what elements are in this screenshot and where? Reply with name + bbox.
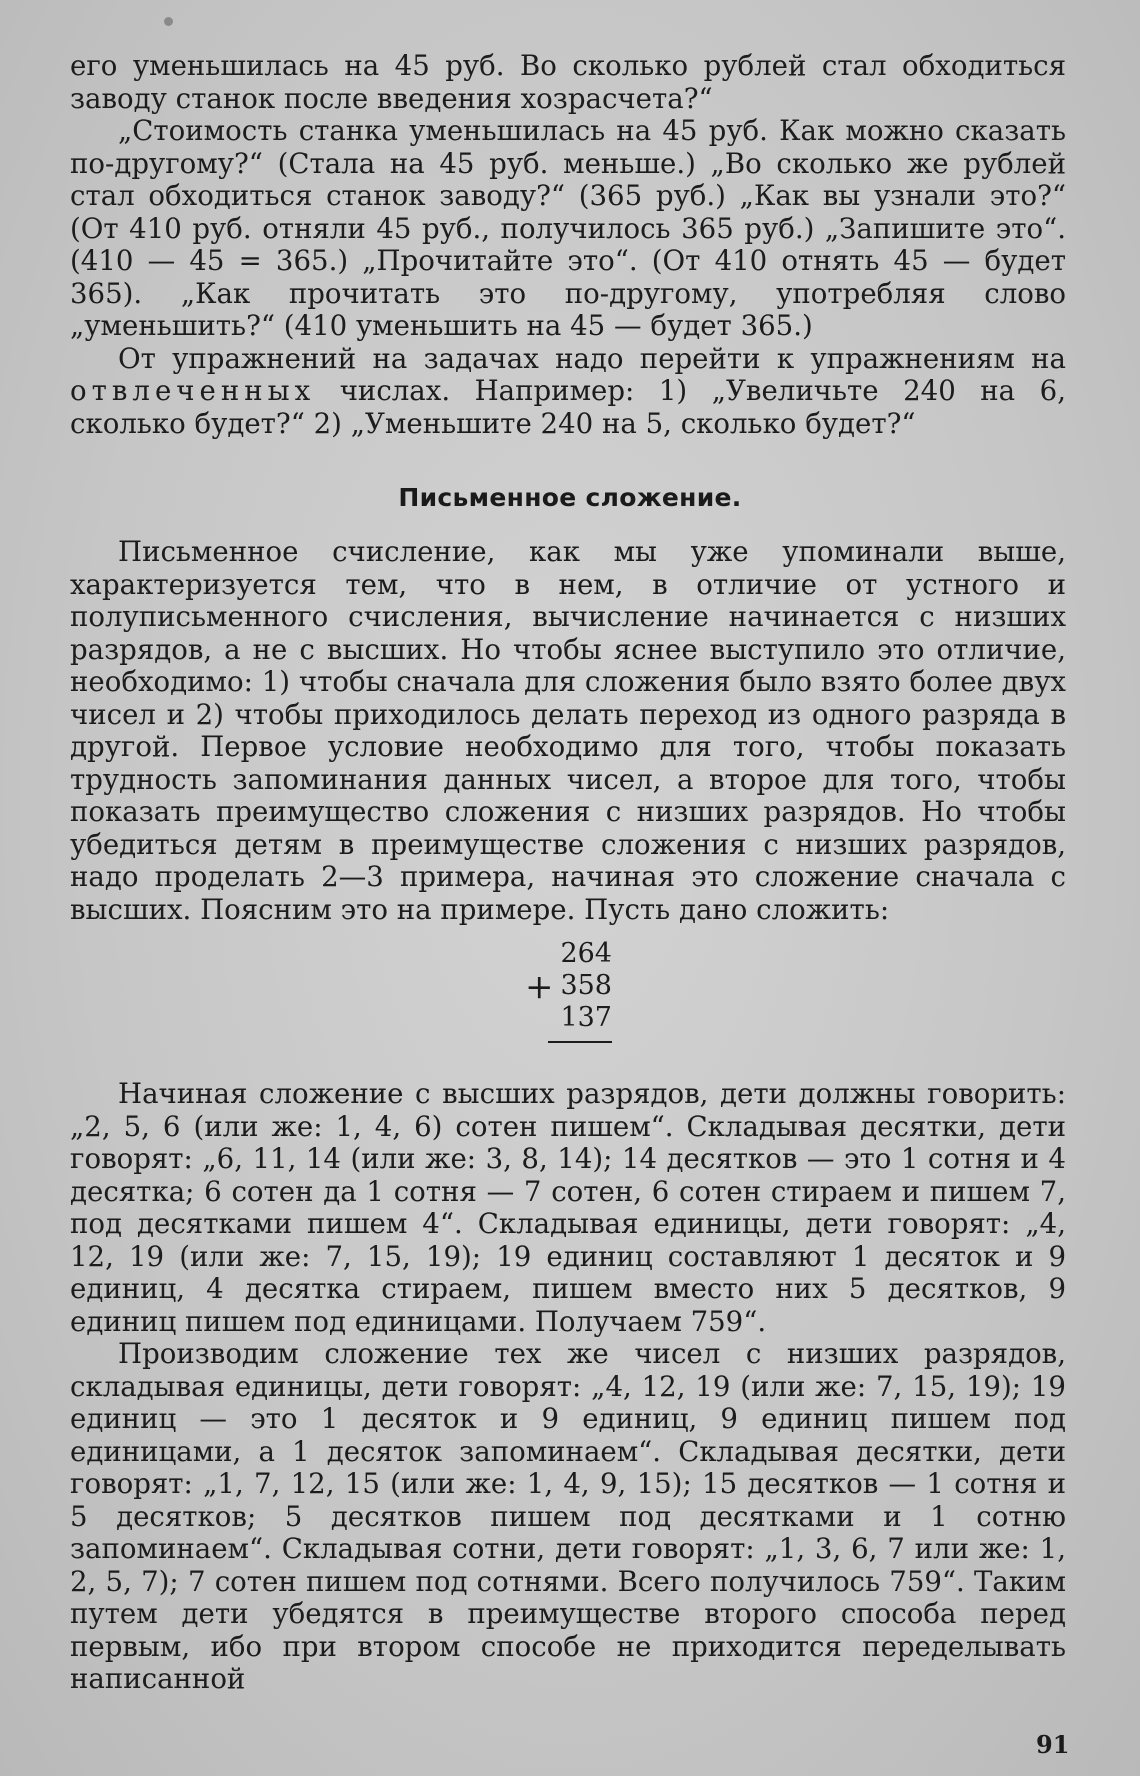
section-heading: Письменное сложение. — [398, 483, 742, 512]
paragraph — [70, 343, 1066, 441]
spaced-emphasis: отвлеченных — [70, 374, 316, 407]
page-number: 91 — [1036, 1730, 1070, 1759]
addend-3: 137 — [560, 1002, 612, 1033]
ink-spot — [164, 17, 173, 26]
text-block-top — [70, 50, 1066, 440]
text-block-bottom — [70, 1078, 1066, 1696]
addend-2: 358 — [560, 970, 612, 1001]
text-block-middle — [70, 536, 1066, 926]
paragraph: „Стоимость станка уменьшилась на 45 руб. Как можно сказать по-другому?“ (Стала на 45 руб. меньше.) „Во сколько же рублей стал обходиться станок заводу?“ (365 руб.) „Как вы узнали это?“ (От 410 руб. отняли 45 руб., получилось 365 руб.) „Запишите это“. (410 — 45 = 365.) „Прочитайте это“. (От 410 отнять 45 — будет 365). „Как прочитать это по-другому, употребляя слово „уменьшить?“ (410 уменьшить на 45 — будет 365.) — [70, 114, 1066, 342]
paragraph-text: От упражнений на задачах надо перейти к упражнениям на — [118, 341, 1066, 375]
addend-1: 264 — [560, 938, 612, 969]
plus-sign: + — [525, 967, 554, 1007]
paragraph: Начиная сложение с высших разрядов, дети должны говорить: „2, 5, 6 (или же: 1, 4, 6) сотен пишем“. Складывая десятки, дети говорят: „6, 11, 14 (или же: 3, 8, 14); 14 десятков — это 1 сотня и 4 десятка; 6 сотен да 1 сотня — 7 сотен, 6 сотен стираем и пишем 7, под десятками пишем 4“. Складывая единицы, дети говорят: „4, 12, 19 (или же: 7, 15, 19); 19 единиц составляют 1 десяток и 9 единиц, 4 десятка стираем, пишем вместо них 5 десятков, 9 единиц пишем под единицами. Получаем 759“. — [70, 1077, 1066, 1338]
paragraph-text: числах. Например: 1) „Увеличьте 240 на 6, сколько будет?“ 2) „Уменьшите 240 на 5, сколько будет?“ — [70, 374, 1066, 440]
paragraph: Письменное счисление, как мы уже упоминали выше, характеризуется тем, что в нем, в отличие от устного и полуписьменного счисления, вычисление начинается с низших разрядов, а не с высших. Но чтобы яснее выступило это отличие, необходимо: 1) чтобы сначала для сложения было взято более двух чисел и 2) чтобы приходилось делать переход из одного разряда в другой. Первое условие необходимо для того, чтобы показать трудность запоминания данных чисел, а второе для того, чтобы показать преимущество сложения с низших разрядов. Но чтобы убедиться детям в преимуществе сложения с низших разрядов, надо проделать 2—3 примера, начиная это сложение сначала с высших. Поясним это на примере. Пусть дано сложить: — [70, 535, 1066, 926]
sum-underline — [548, 1041, 612, 1043]
paragraph: Производим сложение тех же чисел с низших разрядов, складывая единицы, дети говорят: „4, 12, 19 (или же: 7, 15, 19); 19 единиц — это 1 десяток и 9 единиц, 9 единиц пишем под единицами, а 1 десяток запоминаем“. Складывая десятки, дети говорят: „1, 7, 12, 15 (или же: 1, 4, 9, 15); 15 десятков — 1 сотня и 5 десятков; 5 десятков пишем под десятками и 1 сотню запоминаем“. Складывая сотни, дети говорят: „1, 3, 6, 7 или же: 1, 2, 5, 7); 7 сотен пишем под сотнями. Всего получилось 759“. Таким путем дети убедятся в преимуществе второго способа перед первым, ибо при втором способе не приходится переделывать написанной — [70, 1337, 1066, 1695]
paragraph: его уменьшилась на 45 руб. Во сколько рублей стал обходиться заводу станок после введения хозрасчета?“ — [70, 49, 1066, 115]
